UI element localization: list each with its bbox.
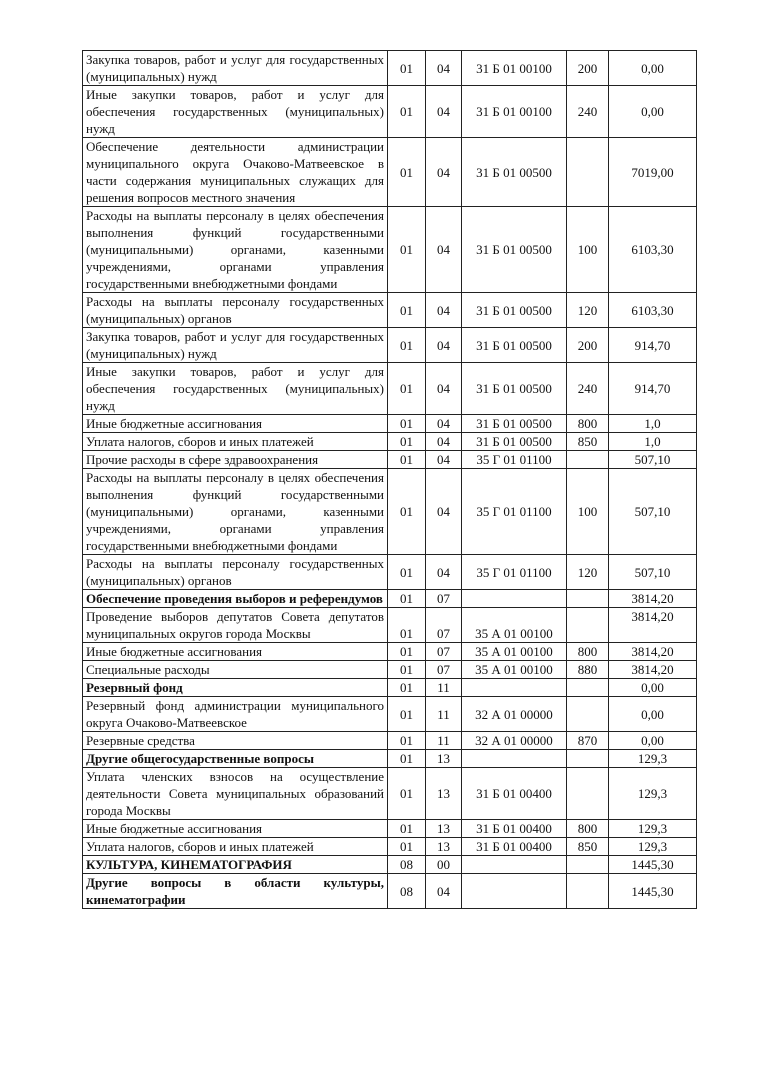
amount-value: 7019,00 xyxy=(609,138,697,207)
target-article-code xyxy=(462,856,567,874)
target-article-code xyxy=(462,750,567,768)
budget-table xyxy=(82,50,697,909)
table-row xyxy=(83,469,697,555)
amount-value: 6103,30 xyxy=(609,207,697,293)
amount-value: 129,3 xyxy=(609,750,697,768)
target-article-code xyxy=(462,590,567,608)
amount-value: 507,10 xyxy=(609,555,697,590)
expense-type-code xyxy=(567,768,609,820)
table-row xyxy=(83,608,697,643)
section-code: 01 xyxy=(388,469,426,555)
row-description: Обеспечение проведения выборов и референдумов xyxy=(83,590,388,608)
amount-value: 0,00 xyxy=(609,51,697,86)
row-description: Обеспечение деятельности администрации муниципального округа Очаково-Матвеевское в части содержания муниципальных служащих для решения вопросов местного значения xyxy=(83,138,388,207)
row-description: Уплата налогов, сборов и иных платежей xyxy=(83,433,388,451)
target-article-code: 32 А 01 00000 xyxy=(462,732,567,750)
section-code: 01 xyxy=(388,820,426,838)
amount-value: 0,00 xyxy=(609,86,697,138)
table-row xyxy=(83,750,697,768)
row-description: Иные закупки товаров, работ и услуг для обеспечения государственных (муниципальных) нужд xyxy=(83,86,388,138)
amount-value: 3814,20 xyxy=(609,661,697,679)
amount-value: 1,0 xyxy=(609,433,697,451)
expense-type-code: 100 xyxy=(567,207,609,293)
section-code: 01 xyxy=(388,732,426,750)
row-description: Расходы на выплаты персоналу государственных (муниципальных) органов xyxy=(83,555,388,590)
section-code: 08 xyxy=(388,874,426,909)
subsection-code: 07 xyxy=(426,661,462,679)
table-row xyxy=(83,838,697,856)
section-code: 01 xyxy=(388,679,426,697)
target-article-code: 35 А 01 00100 xyxy=(462,608,567,643)
row-description: Другие общегосударственные вопросы xyxy=(83,750,388,768)
target-article-code: 31 Б 01 00500 xyxy=(462,415,567,433)
target-article-code: 31 Б 01 00500 xyxy=(462,207,567,293)
table-row xyxy=(83,86,697,138)
table-row xyxy=(83,820,697,838)
target-article-code: 31 Б 01 00500 xyxy=(462,328,567,363)
target-article-code: 32 А 01 00000 xyxy=(462,697,567,732)
subsection-code: 11 xyxy=(426,732,462,750)
subsection-code: 13 xyxy=(426,820,462,838)
target-article-code: 31 Б 01 00400 xyxy=(462,820,567,838)
expense-type-code xyxy=(567,590,609,608)
expense-type-code: 200 xyxy=(567,51,609,86)
section-code: 01 xyxy=(388,451,426,469)
amount-value: 129,3 xyxy=(609,838,697,856)
target-article-code: 31 Б 01 00400 xyxy=(462,838,567,856)
table-row xyxy=(83,433,697,451)
expense-type-code: 880 xyxy=(567,661,609,679)
table-row xyxy=(83,328,697,363)
subsection-code: 13 xyxy=(426,838,462,856)
section-code: 01 xyxy=(388,363,426,415)
amount-value: 1445,30 xyxy=(609,856,697,874)
table-row xyxy=(83,590,697,608)
row-description: Иные бюджетные ассигнования xyxy=(83,643,388,661)
target-article-code: 31 Б 01 00100 xyxy=(462,86,567,138)
expense-type-code xyxy=(567,679,609,697)
row-description: Закупка товаров, работ и услуг для государственных (муниципальных) нужд xyxy=(83,51,388,86)
expense-type-code: 120 xyxy=(567,555,609,590)
amount-value: 129,3 xyxy=(609,768,697,820)
table-row xyxy=(83,51,697,86)
section-code: 01 xyxy=(388,415,426,433)
subsection-code: 00 xyxy=(426,856,462,874)
subsection-code: 04 xyxy=(426,433,462,451)
row-description: Иные бюджетные ассигнования xyxy=(83,415,388,433)
table-row xyxy=(83,293,697,328)
subsection-code: 04 xyxy=(426,415,462,433)
expense-type-code: 120 xyxy=(567,293,609,328)
section-code: 01 xyxy=(388,328,426,363)
row-description: Расходы на выплаты персоналу государственных (муниципальных) органов xyxy=(83,293,388,328)
section-code: 01 xyxy=(388,207,426,293)
row-description: Иные закупки товаров, работ и услуг для обеспечения государственных (муниципальных) нужд xyxy=(83,363,388,415)
amount-value: 0,00 xyxy=(609,697,697,732)
subsection-code: 04 xyxy=(426,51,462,86)
section-code: 08 xyxy=(388,856,426,874)
amount-value: 3814,20 xyxy=(609,590,697,608)
subsection-code: 04 xyxy=(426,363,462,415)
row-description: Уплата членских взносов на осуществление деятельности Совета муниципальных образований города Москвы xyxy=(83,768,388,820)
row-description: Расходы на выплаты персоналу в целях обеспечения выполнения функций государственными (муниципальными) органами, казенными учреждениями, органами управления государственными внебюджетными фондами xyxy=(83,207,388,293)
section-code: 01 xyxy=(388,768,426,820)
subsection-code: 07 xyxy=(426,608,462,643)
amount-value: 914,70 xyxy=(609,363,697,415)
section-code: 01 xyxy=(388,643,426,661)
subsection-code: 07 xyxy=(426,590,462,608)
amount-value: 914,70 xyxy=(609,328,697,363)
row-description: Уплата налогов, сборов и иных платежей xyxy=(83,838,388,856)
expense-type-code: 800 xyxy=(567,643,609,661)
row-description: Проведение выборов депутатов Совета депутатов муниципальных округов города Москвы xyxy=(83,608,388,643)
subsection-code: 04 xyxy=(426,328,462,363)
table-row xyxy=(83,363,697,415)
section-code: 01 xyxy=(388,750,426,768)
table-row xyxy=(83,207,697,293)
subsection-code: 04 xyxy=(426,138,462,207)
target-article-code: 35 Г 01 01100 xyxy=(462,469,567,555)
row-description: Закупка товаров, работ и услуг для государственных (муниципальных) нужд xyxy=(83,328,388,363)
expense-type-code: 870 xyxy=(567,732,609,750)
row-description: Резервные средства xyxy=(83,732,388,750)
expense-type-code: 850 xyxy=(567,838,609,856)
subsection-code: 04 xyxy=(426,86,462,138)
amount-value: 3814,20 xyxy=(609,643,697,661)
row-description: Резервный фонд xyxy=(83,679,388,697)
target-article-code: 35 Г 01 01100 xyxy=(462,555,567,590)
table-row xyxy=(83,732,697,750)
subsection-code: 04 xyxy=(426,451,462,469)
target-article-code: 31 Б 01 00400 xyxy=(462,768,567,820)
table-row xyxy=(83,697,697,732)
expense-type-code: 240 xyxy=(567,363,609,415)
target-article-code: 31 Б 01 00500 xyxy=(462,433,567,451)
section-code: 01 xyxy=(388,293,426,328)
expense-type-code: 240 xyxy=(567,86,609,138)
table-row xyxy=(83,643,697,661)
subsection-code: 04 xyxy=(426,469,462,555)
section-code: 01 xyxy=(388,138,426,207)
subsection-code: 13 xyxy=(426,750,462,768)
amount-value: 0,00 xyxy=(609,679,697,697)
row-description: Расходы на выплаты персоналу в целях обеспечения выполнения функций государственными (муниципальными) органами, казенными учреждениями, органами управления государственными внебюджетными фондами xyxy=(83,469,388,555)
table-row xyxy=(83,415,697,433)
expense-type-code xyxy=(567,750,609,768)
amount-value: 507,10 xyxy=(609,469,697,555)
subsection-code: 07 xyxy=(426,643,462,661)
section-code: 01 xyxy=(388,86,426,138)
table-row xyxy=(83,679,697,697)
expense-type-code xyxy=(567,138,609,207)
table-row xyxy=(83,138,697,207)
target-article-code: 31 Б 01 00500 xyxy=(462,293,567,328)
section-code: 01 xyxy=(388,661,426,679)
amount-value: 1,0 xyxy=(609,415,697,433)
expense-type-code xyxy=(567,874,609,909)
expense-type-code xyxy=(567,697,609,732)
target-article-code xyxy=(462,874,567,909)
row-description: Другие вопросы в области культуры, кинематографии xyxy=(83,874,388,909)
row-description: Иные бюджетные ассигнования xyxy=(83,820,388,838)
table-row xyxy=(83,768,697,820)
table-row xyxy=(83,661,697,679)
section-code: 01 xyxy=(388,838,426,856)
target-article-code: 31 Б 01 00500 xyxy=(462,363,567,415)
section-code: 01 xyxy=(388,590,426,608)
expense-type-code: 800 xyxy=(567,415,609,433)
table-row xyxy=(83,874,697,909)
expense-type-code xyxy=(567,856,609,874)
target-article-code xyxy=(462,679,567,697)
subsection-code: 04 xyxy=(426,207,462,293)
table-row xyxy=(83,856,697,874)
subsection-code: 11 xyxy=(426,697,462,732)
row-description: Прочие расходы в сфере здравоохранения xyxy=(83,451,388,469)
amount-value: 0,00 xyxy=(609,732,697,750)
amount-value: 507,10 xyxy=(609,451,697,469)
target-article-code: 31 Б 01 00100 xyxy=(462,51,567,86)
amount-value: 3814,20 xyxy=(609,608,697,643)
subsection-code: 04 xyxy=(426,874,462,909)
row-description: КУЛЬТУРА, КИНЕМАТОГРАФИЯ xyxy=(83,856,388,874)
amount-value: 6103,30 xyxy=(609,293,697,328)
subsection-code: 11 xyxy=(426,679,462,697)
expense-type-code: 850 xyxy=(567,433,609,451)
section-code: 01 xyxy=(388,555,426,590)
target-article-code: 35 Г 01 01100 xyxy=(462,451,567,469)
subsection-code: 04 xyxy=(426,555,462,590)
section-code: 01 xyxy=(388,697,426,732)
expense-type-code: 200 xyxy=(567,328,609,363)
table-row xyxy=(83,451,697,469)
subsection-code: 04 xyxy=(426,293,462,328)
subsection-code: 13 xyxy=(426,768,462,820)
section-code: 01 xyxy=(388,51,426,86)
expense-type-code xyxy=(567,451,609,469)
section-code: 01 xyxy=(388,433,426,451)
budget-table-body xyxy=(83,51,697,909)
amount-value: 1445,30 xyxy=(609,874,697,909)
table-row xyxy=(83,555,697,590)
section-code: 01 xyxy=(388,608,426,643)
target-article-code: 31 Б 01 00500 xyxy=(462,138,567,207)
expense-type-code: 100 xyxy=(567,469,609,555)
target-article-code: 35 А 01 00100 xyxy=(462,661,567,679)
expense-type-code: 800 xyxy=(567,820,609,838)
row-description: Специальные расходы xyxy=(83,661,388,679)
amount-value: 129,3 xyxy=(609,820,697,838)
row-description: Резервный фонд администрации муниципального округа Очаково-Матвеевское xyxy=(83,697,388,732)
target-article-code: 35 А 01 00100 xyxy=(462,643,567,661)
expense-type-code xyxy=(567,608,609,643)
